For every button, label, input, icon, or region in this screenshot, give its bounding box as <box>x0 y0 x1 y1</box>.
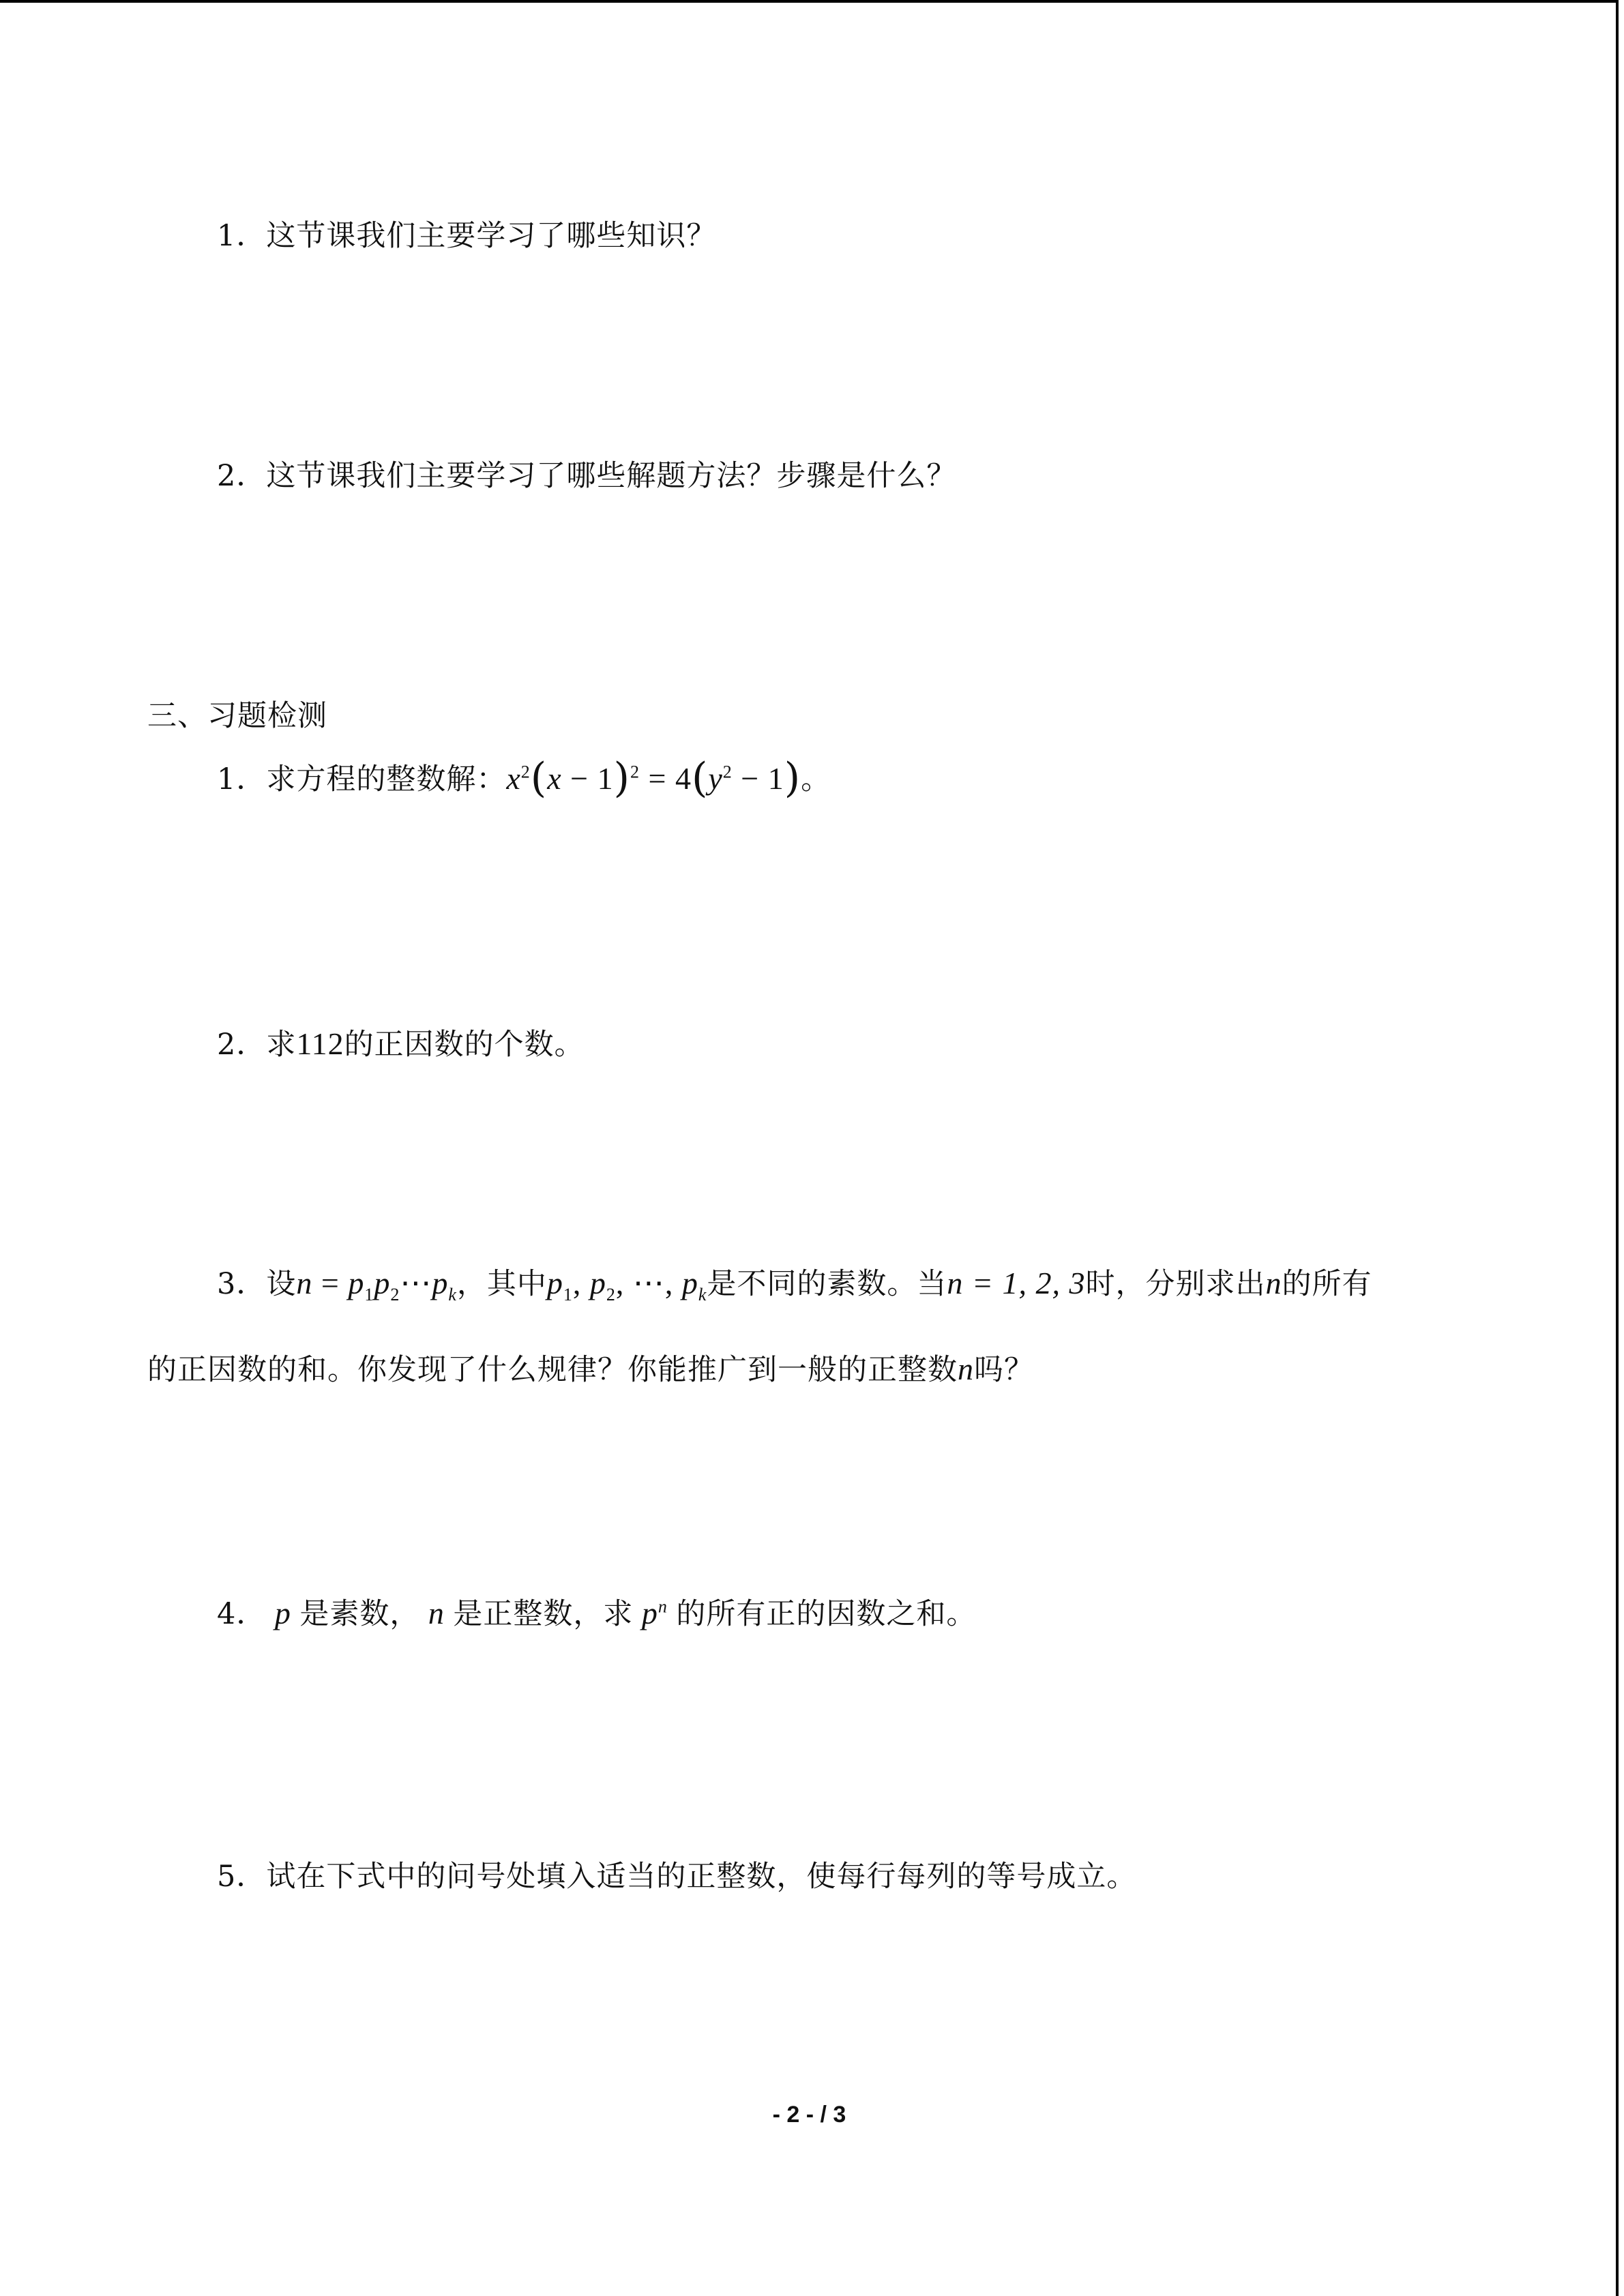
problem-4-power: $p^n$ <box>633 1596 668 1630</box>
problem-5: 5．试在下式中的问号处填入适当的正整数，使每行每列的等号成立。 <box>217 1860 1137 1894</box>
problem-3-primes: $p_1$, $p_2$, ⋯, $p_k$ <box>546 1266 707 1305</box>
problem-1-end: 。 <box>801 762 831 796</box>
problem-3-n: n <box>1265 1266 1282 1300</box>
problem-4-n: n <box>419 1596 454 1630</box>
summary-question-1: 1．这节课我们主要学习了哪些知识？ <box>217 219 717 253</box>
problem-2-text-b: 的正因数的个数。 <box>344 1028 585 1062</box>
problem-3-text-f: 的正因数的和。你发现了什么规律？你能推广到一般的正整数 <box>147 1353 958 1387</box>
problem-3-line-2 <box>147 1349 1034 1390</box>
problem-1 <box>217 754 831 802</box>
page-number: - 2 - / 3 <box>772 2102 846 2128</box>
summary-question-2: 2．这节课我们主要学习了哪些解题方法？步骤是什么？ <box>217 459 957 493</box>
section-heading: 三、习题检测 <box>147 699 327 733</box>
problem-3-text-b: ，其中 <box>456 1267 547 1301</box>
problem-1-equation: $x^2(x - 1)^2 = 4(y^2 - 1)$ <box>506 754 801 802</box>
problem-4-text-d: 的所有正的因数之和。 <box>676 1597 977 1631</box>
problem-3-product: $n = p_1p_2\cdots p_k$ <box>296 1266 457 1305</box>
problem-3-text-a: 3．设 <box>217 1267 297 1301</box>
problem-4-p: p <box>266 1596 300 1630</box>
problem-4-text-a: 4． <box>217 1597 267 1631</box>
problem-3-text-d: 时，分别求出 <box>1085 1267 1266 1301</box>
problem-3-values: n = 1, 2, 3 <box>947 1266 1086 1300</box>
problem-4-text-c: 是正整数，求 <box>453 1597 634 1631</box>
problem-3-text-g: 吗？ <box>974 1353 1034 1387</box>
problem-3-text-c: 是不同的素数。当 <box>707 1267 947 1301</box>
problem-3-text-e: 的所有 <box>1282 1267 1372 1301</box>
problem-4 <box>217 1593 976 1635</box>
problem-3-n-general: n <box>958 1352 974 1386</box>
problem-1-text: 1．求方程的整数解： <box>217 762 507 796</box>
problem-2 <box>217 1024 585 1065</box>
problem-3-line-1 <box>217 1263 1372 1304</box>
problem-4-text-b: 是素数， <box>299 1597 420 1631</box>
problem-2-number: 112 <box>296 1026 344 1061</box>
problem-2-text-a: 2．求 <box>217 1028 297 1062</box>
